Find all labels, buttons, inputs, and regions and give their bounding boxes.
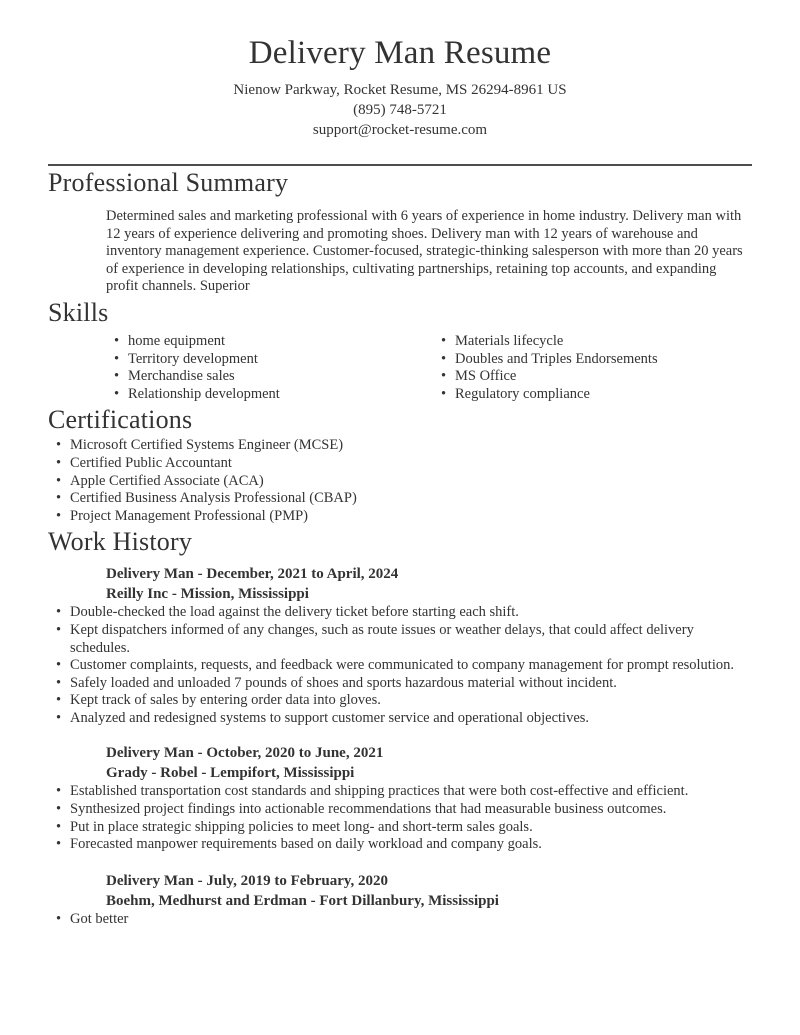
certifications-list xyxy=(48,437,752,525)
certification-item: • Apple Certified Associate (ACA) xyxy=(48,473,752,491)
professional-summary-text: Determined sales and marketing professional with 6 years of experience in home industry. Delivery man with 12 years of experience delivering and promoting shoes. Delivery man with 12 years of warehouse and inventory management experience. Customer-focused, strategic-thinking salesperson with more than 20 years of experience in developing relationships, cultivating partnerships, retaining top accounts, and expanding profit channels. Superior xyxy=(106,208,743,295)
certification-item: • Certified Business Analysis Professional (CBAP) xyxy=(48,490,752,508)
job-bullet: • Double-checked the load against the delivery ticket before starting each shift. xyxy=(48,604,752,622)
job-bullet-clipped: • Got better xyxy=(48,911,752,929)
skill-item: • MS Office xyxy=(433,368,752,386)
job-bullet: • Analyzed and redesigned systems to support customer service and operational objectives. xyxy=(48,710,752,728)
section-professional-summary xyxy=(48,166,752,296)
job-title-dates: Delivery Man - July, 2019 to February, 2020 xyxy=(106,872,389,889)
certifications-heading: Certifications xyxy=(48,405,193,435)
job-bullet: • Customer complaints, requests, and feedback were communicated to company management for prompt resolution. xyxy=(48,657,752,675)
certification-item: • Microsoft Certified Systems Engineer (MCSE) xyxy=(48,437,752,455)
contact-address: Nienow Parkway, Rocket Resume, MS 26294-8961 US xyxy=(233,82,567,98)
section-certifications xyxy=(48,403,752,525)
job-bullet: • Kept dispatchers informed of any changes, such as route issues or weather delays, that could affect delivery schedules. xyxy=(48,622,752,657)
page-title: Delivery Man Resume xyxy=(248,35,552,71)
job-company-location: Reilly Inc - Mission, Mississippi xyxy=(106,586,309,603)
section-skills xyxy=(48,296,752,403)
skill-item: • home equipment xyxy=(106,333,433,351)
job-entry xyxy=(48,743,752,853)
job-bullet-list xyxy=(48,783,752,853)
skills-heading: Skills xyxy=(48,297,109,327)
job-bullet-list xyxy=(48,604,752,727)
skill-item: • Territory development xyxy=(106,351,433,369)
contact-phone: (895) 748-5721 xyxy=(353,102,447,118)
skills-columns xyxy=(106,333,752,403)
job-title-dates: Delivery Man - December, 2021 to April, 2024 xyxy=(106,566,399,583)
skill-item: • Merchandise sales xyxy=(106,368,433,386)
job-header xyxy=(106,564,752,604)
job-header xyxy=(106,871,752,911)
professional-summary-heading: Professional Summary xyxy=(48,168,289,197)
skill-item: • Materials lifecycle xyxy=(433,333,752,351)
job-bullet: • Forecasted manpower requirements based on daily workload and company goals. xyxy=(48,836,752,854)
job-header xyxy=(106,743,752,783)
skills-column-right xyxy=(433,333,752,403)
certification-item: • Project Management Professional (PMP) xyxy=(48,508,752,526)
job-bullet-list xyxy=(48,911,752,929)
job-bullet: • Safely loaded and unloaded 7 pounds of shoes and sports hazardous material without incident. xyxy=(48,675,752,693)
skill-item: • Regulatory compliance xyxy=(433,386,752,404)
job-bullet: • Kept track of sales by entering order data into gloves. xyxy=(48,692,752,710)
job-company-location: Grady - Robel - Lempifort, Mississippi xyxy=(106,765,355,782)
certification-item: • Certified Public Accountant xyxy=(48,455,752,473)
resume-header xyxy=(48,32,752,140)
skill-item: • Relationship development xyxy=(106,386,433,404)
work-history-heading: Work History xyxy=(48,527,193,557)
job-company-location: Boehm, Medhurst and Erdman - Fort Dillanbury, Mississippi xyxy=(106,892,499,909)
job-bullet: • Established transportation cost standards and shipping practices that were both cost-effective and efficient. xyxy=(48,783,752,801)
job-entry xyxy=(48,564,752,727)
section-work-history xyxy=(48,525,752,928)
job-entry xyxy=(48,871,752,929)
job-bullet: • Synthesized project findings into actionable recommendations that had measurable business outcomes. xyxy=(48,801,752,819)
contact-email: support@rocket-resume.com xyxy=(312,122,488,138)
job-title-dates: Delivery Man - October, 2020 to June, 2021 xyxy=(106,745,384,762)
skills-column-left xyxy=(106,333,433,403)
skill-item: • Doubles and Triples Endorsements xyxy=(433,351,752,369)
job-bullet: • Put in place strategic shipping policies to meet long- and short-term sales goals. xyxy=(48,819,752,837)
